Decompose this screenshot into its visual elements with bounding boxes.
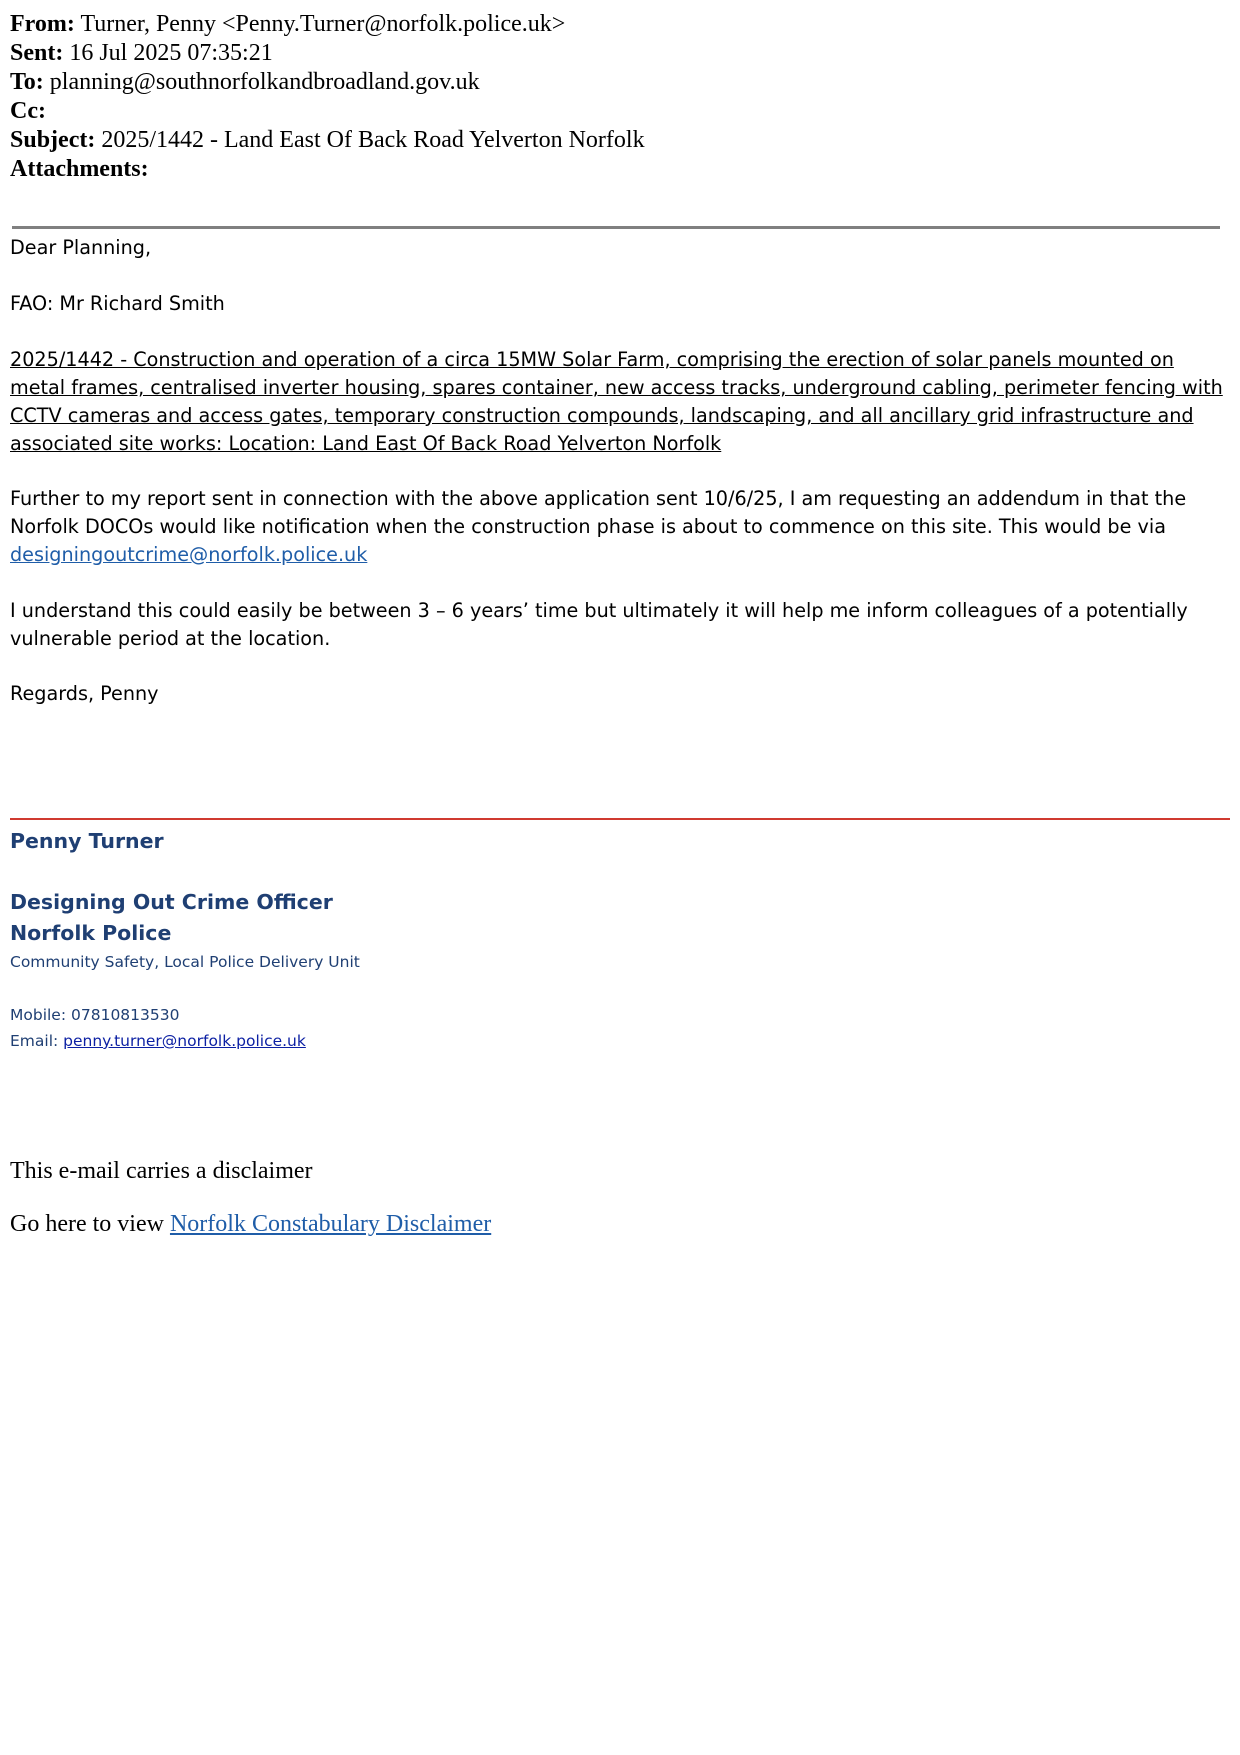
disclaimer-link[interactable]: Norfolk Constabulary Disclaimer	[169, 1211, 492, 1237]
from-value: Turner, Penny <Penny.Turner@norfolk.police.uk>	[80, 11, 566, 37]
paragraph-addendum-text: Further to my report sent in connection with the above application sent 10/6/25, I am requesting an addendum in that the Norfolk DOCOs would like notification when the construction phase is about to commence on this site. This would be via	[10, 487, 1187, 538]
subject-row	[10, 126, 1210, 155]
signature-email	[10, 1030, 306, 1052]
attachments-label: Attachments:	[10, 156, 149, 182]
disclaimer-view-line	[10, 1209, 491, 1239]
designing-out-crime-email-link[interactable]: designingoutcrime@norfolk.police.uk	[10, 543, 368, 566]
mobile-value: 07810813530	[71, 1006, 180, 1024]
greeting: Dear Planning,	[10, 236, 152, 259]
mobile-label: Mobile:	[10, 1006, 71, 1024]
cc-label: Cc:	[10, 98, 46, 124]
paragraph-timeframe: I understand this could easily be between 3 – 6 years’ time but ultimately it will help me inform colleagues of a potentially vulnerable period at the location.	[10, 599, 1188, 650]
to-row	[10, 68, 1210, 97]
email-label: Email:	[10, 1032, 64, 1050]
header-divider	[12, 226, 1220, 229]
fao-line: FAO: Mr Richard Smith	[10, 292, 225, 315]
signature-job-title: Designing Out Crime Officer	[10, 890, 333, 914]
cc-row	[10, 97, 1210, 126]
to-label: To:	[10, 69, 44, 95]
signature-department: Community Safety, Local Police Delivery Unit	[10, 953, 360, 971]
attachments-row	[10, 155, 1210, 184]
subject-label: Subject:	[10, 127, 96, 153]
email-header	[10, 10, 1210, 184]
to-value: planning@southnorfolkandbroadland.gov.uk	[49, 69, 480, 95]
disclaimer-prefix: Go here to view	[10, 1211, 170, 1237]
application-description: 2025/1442 - Construction and operation of a circa 15MW Solar Farm, comprising the erection of solar panels mounted on metal frames, centralised inverter housing, spares container, new access tracks, underground cabling, perimeter fencing with CCTV cameras and access gates, temporary construction compounds, landscaping, and all ancillary grid infrastructure and associated site works: Location: Land East Of Back Road Yelverton Norfolk	[10, 348, 1223, 455]
paragraph-addendum	[10, 485, 1228, 569]
sent-row	[10, 39, 1210, 68]
sent-value: 16 Jul 2025 07:35:21	[69, 40, 273, 66]
signature-name: Penny Turner	[10, 829, 164, 853]
sent-label: Sent:	[10, 40, 64, 66]
signoff: Regards, Penny	[10, 682, 159, 705]
signature-divider	[10, 818, 1230, 820]
subject-value: 2025/1442 - Land East Of Back Road Yelverton Norfolk	[101, 127, 645, 153]
signature-email-link[interactable]: penny.turner@norfolk.police.uk	[63, 1032, 306, 1050]
disclaimer-notice: This e-mail carries a disclaimer	[10, 1158, 313, 1184]
signature-mobile	[10, 1004, 179, 1026]
from-row	[10, 10, 1210, 39]
from-label: From:	[10, 11, 75, 37]
signature-organisation: Norfolk Police	[10, 921, 172, 945]
